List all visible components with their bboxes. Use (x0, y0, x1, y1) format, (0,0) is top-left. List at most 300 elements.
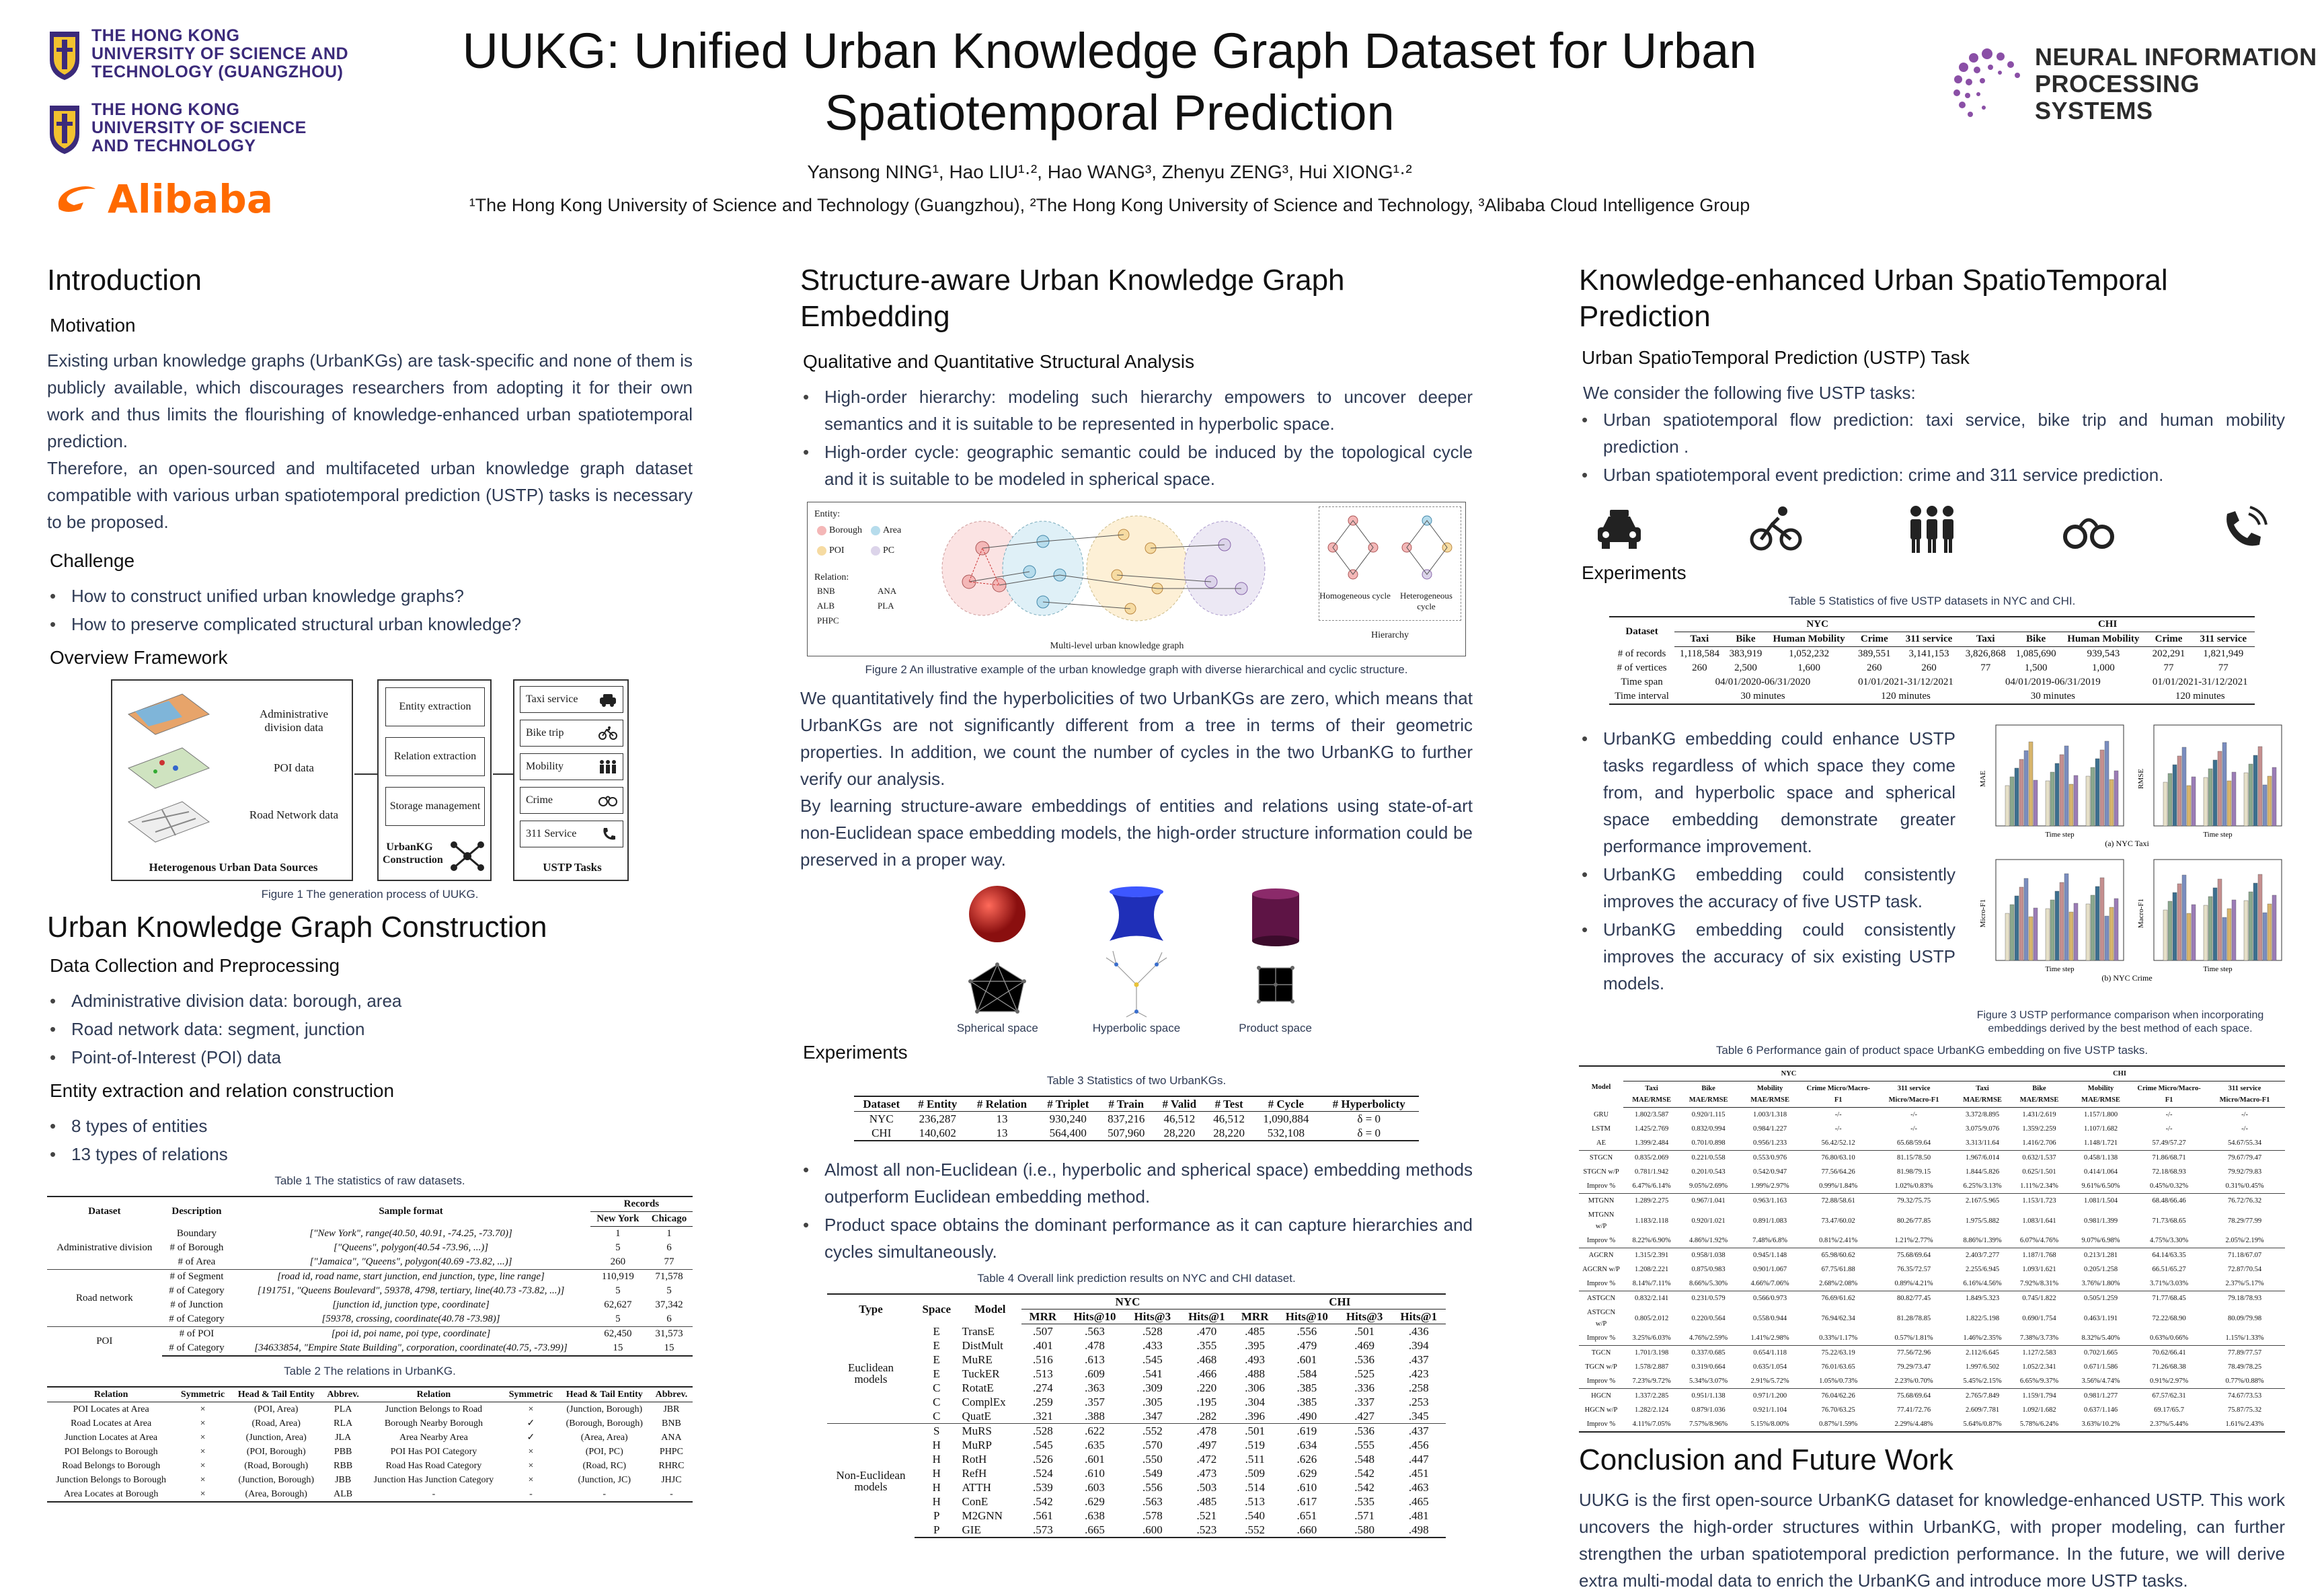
fig2-hetero-cycle: Heterogeneous cycle (1400, 591, 1452, 611)
t6-cell: 1.093/1.621 (2022, 1266, 2056, 1273)
t4-cell: .468 (1196, 1353, 1217, 1366)
t2-cell: ANA (661, 1433, 682, 1443)
t6-cell: 76.69/61.62 (1803, 1291, 1873, 1306)
t4-cell: .363 (1085, 1381, 1105, 1394)
t6-cell: 8.22%/6.90% (1632, 1237, 1671, 1244)
t6-cell: 77.89/77.57 (2204, 1346, 2285, 1361)
t1-h-desc: Description (162, 1197, 232, 1227)
t6-cell: 79.29/73.47 (1896, 1363, 1931, 1371)
t4-cell: .539 (1032, 1481, 1053, 1494)
affiliations: ¹The Hong Kong University of Science and Technology (Guangzhou), ²The Hong Kong University of Science and Technology, ³Alibaba Cloud Intelligence Group (469, 195, 1750, 215)
t6-cell: 0.901/1.067 (1753, 1266, 1787, 1273)
t4-cell: .545 (1142, 1353, 1163, 1366)
t3-cell: 532,108 (1253, 1126, 1319, 1141)
t2-cell: Junction Has Junction Category (373, 1475, 494, 1485)
fig3-ylabel: Micro-F1 (1979, 899, 1987, 928)
t2-cell: Road Has Road Category (385, 1461, 482, 1471)
t4-metric: MRR (1021, 1310, 1064, 1324)
t4-cell: .498 (1391, 1523, 1446, 1538)
fig3-bar (2173, 765, 2177, 826)
t4-cell: .665 (1064, 1523, 1125, 1538)
challenge-heading: Challenge (50, 550, 135, 571)
table-row (1579, 1262, 2285, 1277)
t1-cell: [road id, road name, start junction, end junction, type, line range] (231, 1270, 590, 1285)
t6-cell: 1.148/1.721 (2083, 1139, 2118, 1147)
t1-cell: # of Borough (169, 1242, 224, 1253)
t1-cell: ["Queens", polygon(40.54 -73.96, ...)] (334, 1242, 489, 1253)
t6-cell: 1.21%/2.77% (1894, 1237, 1933, 1244)
t1-cell: # of Category (169, 1314, 225, 1324)
table-row (854, 1112, 1419, 1127)
t6-cell: 0.981/1.399 (2083, 1217, 2118, 1225)
t2-cell: RHRC (658, 1461, 685, 1471)
table-row (827, 1494, 1446, 1509)
task-taxi-label: Taxi service (526, 693, 578, 705)
t6-cell: 7.23%/9.72% (1632, 1377, 1671, 1385)
fig3-xlabel: Time step (2203, 965, 2233, 973)
t6-cell: 7.48%/6.8% (1752, 1237, 1788, 1244)
t5-cell: 3,826,868 (1965, 648, 2006, 659)
t6-cell: 72.88/58.61 (1803, 1194, 1873, 1209)
t6-cell: 76.35/72.57 (1896, 1266, 1931, 1273)
t4-cell: .578 (1142, 1509, 1163, 1522)
fig3-bar (2163, 910, 2167, 960)
rel-pla: PLA (878, 601, 894, 611)
t4-metric: Hits@1 (1179, 1310, 1234, 1324)
t4-cell: .542 (1354, 1481, 1375, 1494)
t1-h-format: Sample format (231, 1197, 590, 1227)
table-row (47, 1416, 693, 1431)
fig3-charts (1969, 720, 2285, 1002)
table-row (1609, 689, 2255, 704)
t6-cell: 2.609/7.781 (1965, 1406, 2000, 1414)
logo2-line2: UNIVERSITY OF SCIENCE (91, 118, 307, 137)
t6-cell: 0.967/1.041 (1680, 1194, 1737, 1209)
fig3-bar (2163, 782, 2167, 826)
t5-cell: Time span (1621, 677, 1663, 687)
t2-cell: (POI, Area) (254, 1404, 299, 1414)
fig3-bar (2010, 905, 2014, 960)
fig2-left-label: Multi-level urban knowledge graph (1050, 641, 1184, 651)
t6-cell: TGCN w/P (1585, 1363, 1617, 1371)
fig3-bar (2227, 781, 2231, 826)
t3-cell: 28,220 (1154, 1126, 1205, 1141)
t1-cell: # of Junction (170, 1299, 223, 1310)
t1-cell: 62,627 (604, 1299, 632, 1310)
construction-label: UrbanKG Construction (383, 841, 443, 866)
t4-cell: .511 (1245, 1453, 1265, 1466)
t6-cell: 0.99%/1.84% (1819, 1182, 1858, 1190)
t4-cell: .563 (1085, 1325, 1105, 1338)
fig3-panel (2137, 725, 2282, 839)
embedding-spaces (928, 884, 1345, 1035)
t5-cell: 260 (1921, 662, 1937, 673)
t4-cell: .478 (1085, 1339, 1105, 1352)
t3-cell: δ = 0 (1357, 1112, 1381, 1125)
t6-cell: 79.18/78.93 (2204, 1291, 2285, 1306)
t6-cell: 1.997/6.502 (1965, 1363, 2000, 1371)
t6-cell: 1.187/1.768 (2011, 1248, 2068, 1263)
table-row (827, 1523, 1446, 1538)
t3-cell: CHI (854, 1126, 908, 1141)
t6-cell: 77.41/72.76 (1896, 1406, 1931, 1414)
t6-cell: Improv % (1586, 1182, 1616, 1190)
t6-cell: 1.003/1.318 (1753, 1111, 1787, 1118)
t4-cell: .501 (1234, 1424, 1276, 1439)
t4-cell: .345 (1408, 1410, 1429, 1422)
ustp-finding-item: • UrbanKG embedding could consistently improves the accuracy of five USTP task. (1579, 861, 1955, 915)
t6-cell: 8.32%/5.40% (2081, 1334, 2120, 1342)
t6-cell: 0.566/0.973 (1737, 1291, 1803, 1306)
fig3-bar (2100, 878, 2104, 960)
table-row (1579, 1151, 2285, 1166)
t4-cell: .573 (1021, 1523, 1064, 1538)
t4-cell: .536 (1354, 1353, 1375, 1366)
t5-col: Crime (1851, 632, 1898, 647)
t6-cell: 0.337/0.685 (1680, 1346, 1737, 1361)
t4-cell: .427 (1354, 1410, 1375, 1422)
embedding-heading: Structure-aware Urban Knowledge Graph Embedding (800, 264, 1345, 333)
t6-cell: Improv % (1586, 1280, 1616, 1287)
t3-cell: 1,090,884 (1263, 1112, 1309, 1125)
t5-col: Human Mobility (1767, 632, 1851, 647)
t6-cell: 5.15%/8.00% (1737, 1417, 1803, 1432)
t1-cell: Boundary (176, 1227, 217, 1239)
t6-cell: 1.159/1.794 (2011, 1389, 2068, 1404)
t6-cell: 76.94/62.34 (1821, 1314, 1855, 1322)
t6-cell: 74.67/73.53 (2204, 1389, 2285, 1404)
table-row (1579, 1417, 2285, 1432)
t4-cell: GIE (959, 1523, 1022, 1538)
fig3-panel (2137, 860, 2282, 973)
t6-cell: 1.416/2.706 (2022, 1139, 2056, 1147)
t2-cell: Road Belongs to Borough (62, 1461, 161, 1471)
t4-cell: .556 (1142, 1481, 1163, 1494)
task-311-label: 311 Service (526, 828, 577, 839)
logo2-line3: AND TECHNOLOGY (91, 137, 256, 155)
t6-cell: 1.05%/0.73% (1819, 1377, 1858, 1385)
extraction-list (47, 1112, 693, 1168)
t2-cell: - (559, 1487, 650, 1502)
t4-cell: .552 (1126, 1424, 1180, 1439)
t4-cell: .488 (1245, 1367, 1266, 1380)
t4-cell: .253 (1408, 1396, 1429, 1408)
conclusion-heading: Conclusion and Future Work (1579, 1443, 1953, 1476)
t6-cell: 3.25%/6.03% (1632, 1334, 1671, 1342)
t6-cell: STGCN (1579, 1151, 1623, 1166)
table3-urbankg-stats (854, 1096, 1419, 1141)
t4-cell: .472 (1196, 1453, 1217, 1466)
t6-cell: 3.76%/1.80% (2081, 1280, 2120, 1287)
t4-cell: .321 (1032, 1410, 1053, 1422)
t5-cell: 1,821,949 (2203, 648, 2244, 659)
t4-cell: .357 (1085, 1396, 1105, 1408)
fig3-bar (2222, 917, 2226, 960)
t4-cell: .258 (1408, 1381, 1429, 1394)
t4-cell: .516 (1032, 1353, 1053, 1366)
t1-h-chi: Chicago (646, 1212, 693, 1227)
t4-cell: .513 (1245, 1495, 1266, 1508)
fig3-bar (2064, 874, 2068, 960)
t1-cell: 5 (615, 1314, 621, 1324)
t6-cell: 79.92/79.83 (2227, 1168, 2262, 1176)
handcuffs-icon (2062, 502, 2116, 556)
t2-cell: × (200, 1447, 206, 1457)
t6-cell: 67.75/61.88 (1821, 1266, 1855, 1273)
fig2-relation-label: Relation: (814, 572, 849, 582)
t2-cell: Junction Belongs to Borough (56, 1475, 167, 1485)
t4-cell: .555 (1354, 1439, 1375, 1451)
fig3-panel (1979, 860, 2124, 973)
t2-cell: JLA (335, 1433, 352, 1443)
table-row (47, 1473, 693, 1487)
t2-cell: × (200, 1404, 206, 1414)
legend-poi-label: POI (829, 545, 845, 556)
fig3-bar (2192, 777, 2196, 826)
t6-cell: 68.48/66.46 (2134, 1194, 2204, 1209)
t3-cell: 837,216 (1108, 1112, 1145, 1125)
t5-cell: 2,500 (1734, 662, 1757, 673)
task-taxi (520, 686, 623, 713)
fig3-bar (2086, 776, 2090, 826)
table5-ustp-stats (1609, 616, 2255, 705)
table-row (827, 1338, 1446, 1353)
t6-cell: 1.46%/2.35% (1963, 1334, 2002, 1342)
t4-cell: .501 (1354, 1325, 1375, 1338)
t6-cell: 9.61%/6.50% (2081, 1182, 2120, 1190)
t6-cell: 71.77/68.45 (2134, 1291, 2204, 1306)
t1-cell: [poi id, poi name, poi type, coordinate] (231, 1327, 590, 1342)
table-row (827, 1324, 1446, 1339)
t6-cell: HGCN w/P (1584, 1406, 1618, 1414)
t6-cell: -/- (1910, 1125, 1918, 1133)
table-row (1609, 661, 2255, 675)
t3-header: # Triplet (1038, 1096, 1099, 1112)
t2-cell: Area Nearby Area (399, 1433, 468, 1443)
t2-cell: ALB (322, 1487, 364, 1502)
t5-cell: 202,291 (2152, 648, 2185, 659)
fig3-ylabel: MAE (1979, 770, 1987, 788)
t6-cell: 75.87/75.32 (2227, 1406, 2262, 1414)
t5-col: 311 service (1898, 632, 1960, 647)
t6-cell: 0.558/0.944 (1753, 1314, 1787, 1322)
table-row (47, 1227, 693, 1242)
t4-cell: .545 (1032, 1439, 1053, 1451)
neurips-logo (1943, 40, 2324, 128)
t6-col: Taxi MAE/RMSE (1623, 1081, 1680, 1108)
task-bike-label: Bike trip (526, 727, 564, 738)
t6-cell: 1.425/2.769 (1635, 1125, 1669, 1133)
t2-header: Relation (47, 1387, 175, 1402)
t6-h-nyc: NYC (1623, 1066, 1954, 1081)
t3-cell: 13 (996, 1112, 1008, 1125)
t4-cell: .561 (1032, 1509, 1053, 1522)
fig2-cycles (1319, 506, 1461, 621)
t5-cell: 939,543 (2087, 648, 2120, 659)
t6-cell: 3.075/9.076 (1965, 1125, 2000, 1133)
fig3-bar (2019, 887, 2023, 960)
data-sources-box (111, 679, 353, 881)
fig3-bar (2100, 750, 2104, 826)
t6-cell: 2.112/6.645 (1954, 1346, 2011, 1361)
t4-cell: ConE (962, 1495, 989, 1508)
t4-cell: .528 (1021, 1424, 1064, 1439)
t4-cell: .305 (1142, 1396, 1163, 1408)
t6-cell: 0.31%/0.45% (2225, 1182, 2264, 1190)
t4-cell: .514 (1245, 1481, 1266, 1494)
t4-cell: .548 (1354, 1453, 1375, 1466)
fig3-bar (2204, 905, 2208, 960)
embedding-para2: By learning structure-aware embeddings of entities and relations using state-of-art non-Euclidean space embedding models, the high-order structure information could be preserved in a proper way. (800, 796, 1473, 870)
t6-cell: 2.05%/2.19% (2225, 1237, 2264, 1244)
t1-cell: # of POI (162, 1327, 232, 1342)
t4-metric: Hits@3 (1126, 1310, 1180, 1324)
t4-cell: .447 (1408, 1453, 1429, 1466)
t1-cell: 1 (615, 1228, 621, 1239)
t6-cell: 81.28/78.85 (1896, 1314, 1931, 1322)
t4-group-name: Non-Euclidean models (827, 1424, 915, 1538)
t6-cell: 5.64%/0.87% (1954, 1417, 2011, 1432)
fig3-bar (2208, 769, 2212, 826)
t4-cell: .525 (1354, 1367, 1375, 1380)
t2-cell: PHPC (659, 1447, 683, 1457)
fig3-bar (2268, 904, 2272, 960)
fig3-bar (2168, 773, 2172, 826)
table1-caption: Table 1 The statistics of raw datasets. (274, 1174, 465, 1187)
t6-cell: 1.315/2.391 (1623, 1248, 1680, 1263)
t4-cell: TuckER (962, 1367, 1000, 1380)
t2-cell: ✓ (527, 1418, 535, 1429)
analysis-heading: Qualitative and Quantitative Structural Analysis (803, 351, 1195, 372)
analysis-item: • High-order hierarchy: modeling such hierarchy empowers to uncover deeper semantics and it is suitable to be represented in hyperbolic space. (800, 383, 1473, 437)
t5-h-nyc: NYC (1674, 617, 1960, 632)
t2-cell: (Junction, Area) (245, 1433, 307, 1443)
t3-cell: 564,400 (1038, 1126, 1099, 1141)
t6-cell: Improv % (1586, 1237, 1616, 1244)
task-mobility-label: Mobility (526, 761, 564, 772)
t4-cell: E (933, 1339, 940, 1352)
fig3-bar-charts (1969, 720, 2285, 989)
fig3-bar (2046, 781, 2050, 826)
table-row (47, 1487, 693, 1502)
t2-cell: (Borough, Borough) (566, 1418, 643, 1429)
t4-cell: .509 (1245, 1467, 1266, 1480)
t4-cell: .503 (1196, 1481, 1217, 1494)
t4-cell: .490 (1296, 1410, 1317, 1422)
t2-cell: × (528, 1475, 534, 1485)
t2-cell: (Road, RC) (582, 1461, 627, 1471)
t2-cell: POI Has POI Category (390, 1447, 477, 1457)
fig3-bar (2173, 893, 2177, 960)
t6-cell: -/- (2165, 1111, 2173, 1118)
t6-cell: Improv % (1579, 1417, 1623, 1432)
fig3-bar (2232, 772, 2236, 826)
fig3-bar (2227, 909, 2231, 960)
t5-cell: 120 minutes (1851, 689, 1960, 704)
neurips-line1: NEURAL INFORMATION (2035, 43, 2317, 71)
t1-cell: [junction id, junction type, coordinate] (332, 1299, 490, 1310)
t6-cell: 69.17/65.7 (2154, 1406, 2185, 1414)
t6-cell: 1.02%/0.83% (1894, 1182, 1933, 1190)
t6-cell: -/- (2165, 1125, 2173, 1133)
fig3-bar (2177, 756, 2181, 826)
table-row (827, 1424, 1446, 1439)
t3-header: # Train (1099, 1096, 1154, 1112)
t4-cell: .660 (1276, 1523, 1338, 1538)
fig2-hierarchy-label: Hierarchy (1371, 630, 1409, 640)
t6-cell: 1.127/2.583 (2011, 1346, 2068, 1361)
t6-cell: 0.77%/0.88% (2225, 1377, 2264, 1385)
table1-raw-datasets (47, 1196, 693, 1357)
phone-icon (601, 827, 617, 841)
fig3-bar (2069, 912, 2073, 960)
table-row (1609, 675, 2255, 689)
t4-cell: .507 (1032, 1325, 1053, 1338)
t4-cell: .336 (1354, 1381, 1375, 1394)
t6-cell: 0.91%/2.97% (2150, 1377, 2189, 1385)
fig3-bar (2055, 763, 2059, 826)
ustp-task-list (1579, 406, 2285, 488)
table-row (827, 1466, 1446, 1480)
t4-cell: .470 (1196, 1325, 1217, 1338)
table5-caption: Table 5 Statistics of five USTP datasets in NYC and CHI. (1788, 595, 2076, 607)
t4-cell: .220 (1196, 1381, 1217, 1394)
table-row (1579, 1108, 2285, 1123)
t2-cell: Road Locates at Area (71, 1418, 152, 1429)
fig3-bar (2064, 746, 2068, 826)
t6-col: Mobility MAE/RMSE (1737, 1081, 1803, 1108)
t4-cell: .304 (1245, 1396, 1266, 1408)
t4-cell: QuatE (962, 1410, 991, 1422)
t6-cell: 0.414/1.064 (2083, 1168, 2118, 1176)
t4-cell: P (915, 1523, 959, 1538)
t4-cell: C (933, 1381, 941, 1394)
step-relation: Relation extraction (385, 737, 485, 776)
tasks-label: USTP Tasks (543, 861, 602, 874)
rel-bnb: BNB (817, 586, 835, 596)
t4-cell: .436 (1408, 1325, 1429, 1338)
fig3-bar (2074, 775, 2078, 826)
t6-cell: 65.98/60.62 (1803, 1248, 1873, 1263)
collection-list (47, 987, 693, 1071)
fig3-bar (2060, 882, 2064, 960)
t2-cell: JBB (335, 1475, 352, 1485)
analysis-list (800, 383, 1473, 492)
legend-area (871, 525, 925, 536)
t6-cell: 0.463/1.191 (2083, 1314, 2118, 1322)
fig3-bar (2029, 917, 2033, 960)
collection-item: • Point-of-Interest (POI) data (47, 1044, 693, 1071)
fig3-bar (2218, 879, 2222, 960)
t6-cell: Improv % (1586, 1334, 1616, 1342)
fig3-bar (2253, 883, 2257, 960)
t4-cell: .388 (1085, 1410, 1105, 1422)
t6-cell: 1.975/5.882 (1965, 1217, 2000, 1225)
table-row (1579, 1331, 2285, 1346)
t6-cell: 8.14%/7.11% (1632, 1280, 1671, 1287)
t6-cell: 80.26/77.85 (1896, 1217, 1931, 1225)
legend-area-label: Area (883, 525, 902, 535)
t6-cell: 0.625/1.501 (2022, 1168, 2056, 1176)
t6-cell: 4.76%/2.59% (1689, 1334, 1728, 1342)
legend-borough (817, 525, 871, 536)
table-row (827, 1452, 1446, 1466)
t6-cell: 0.702/1.665 (2068, 1346, 2134, 1361)
t4-cell: .570 (1142, 1439, 1163, 1451)
t5-cell: 30 minutes (1674, 689, 1851, 704)
t6-cell: 0.875/0.983 (1691, 1266, 1726, 1273)
fig3-xlabel: Time step (2045, 831, 2075, 839)
